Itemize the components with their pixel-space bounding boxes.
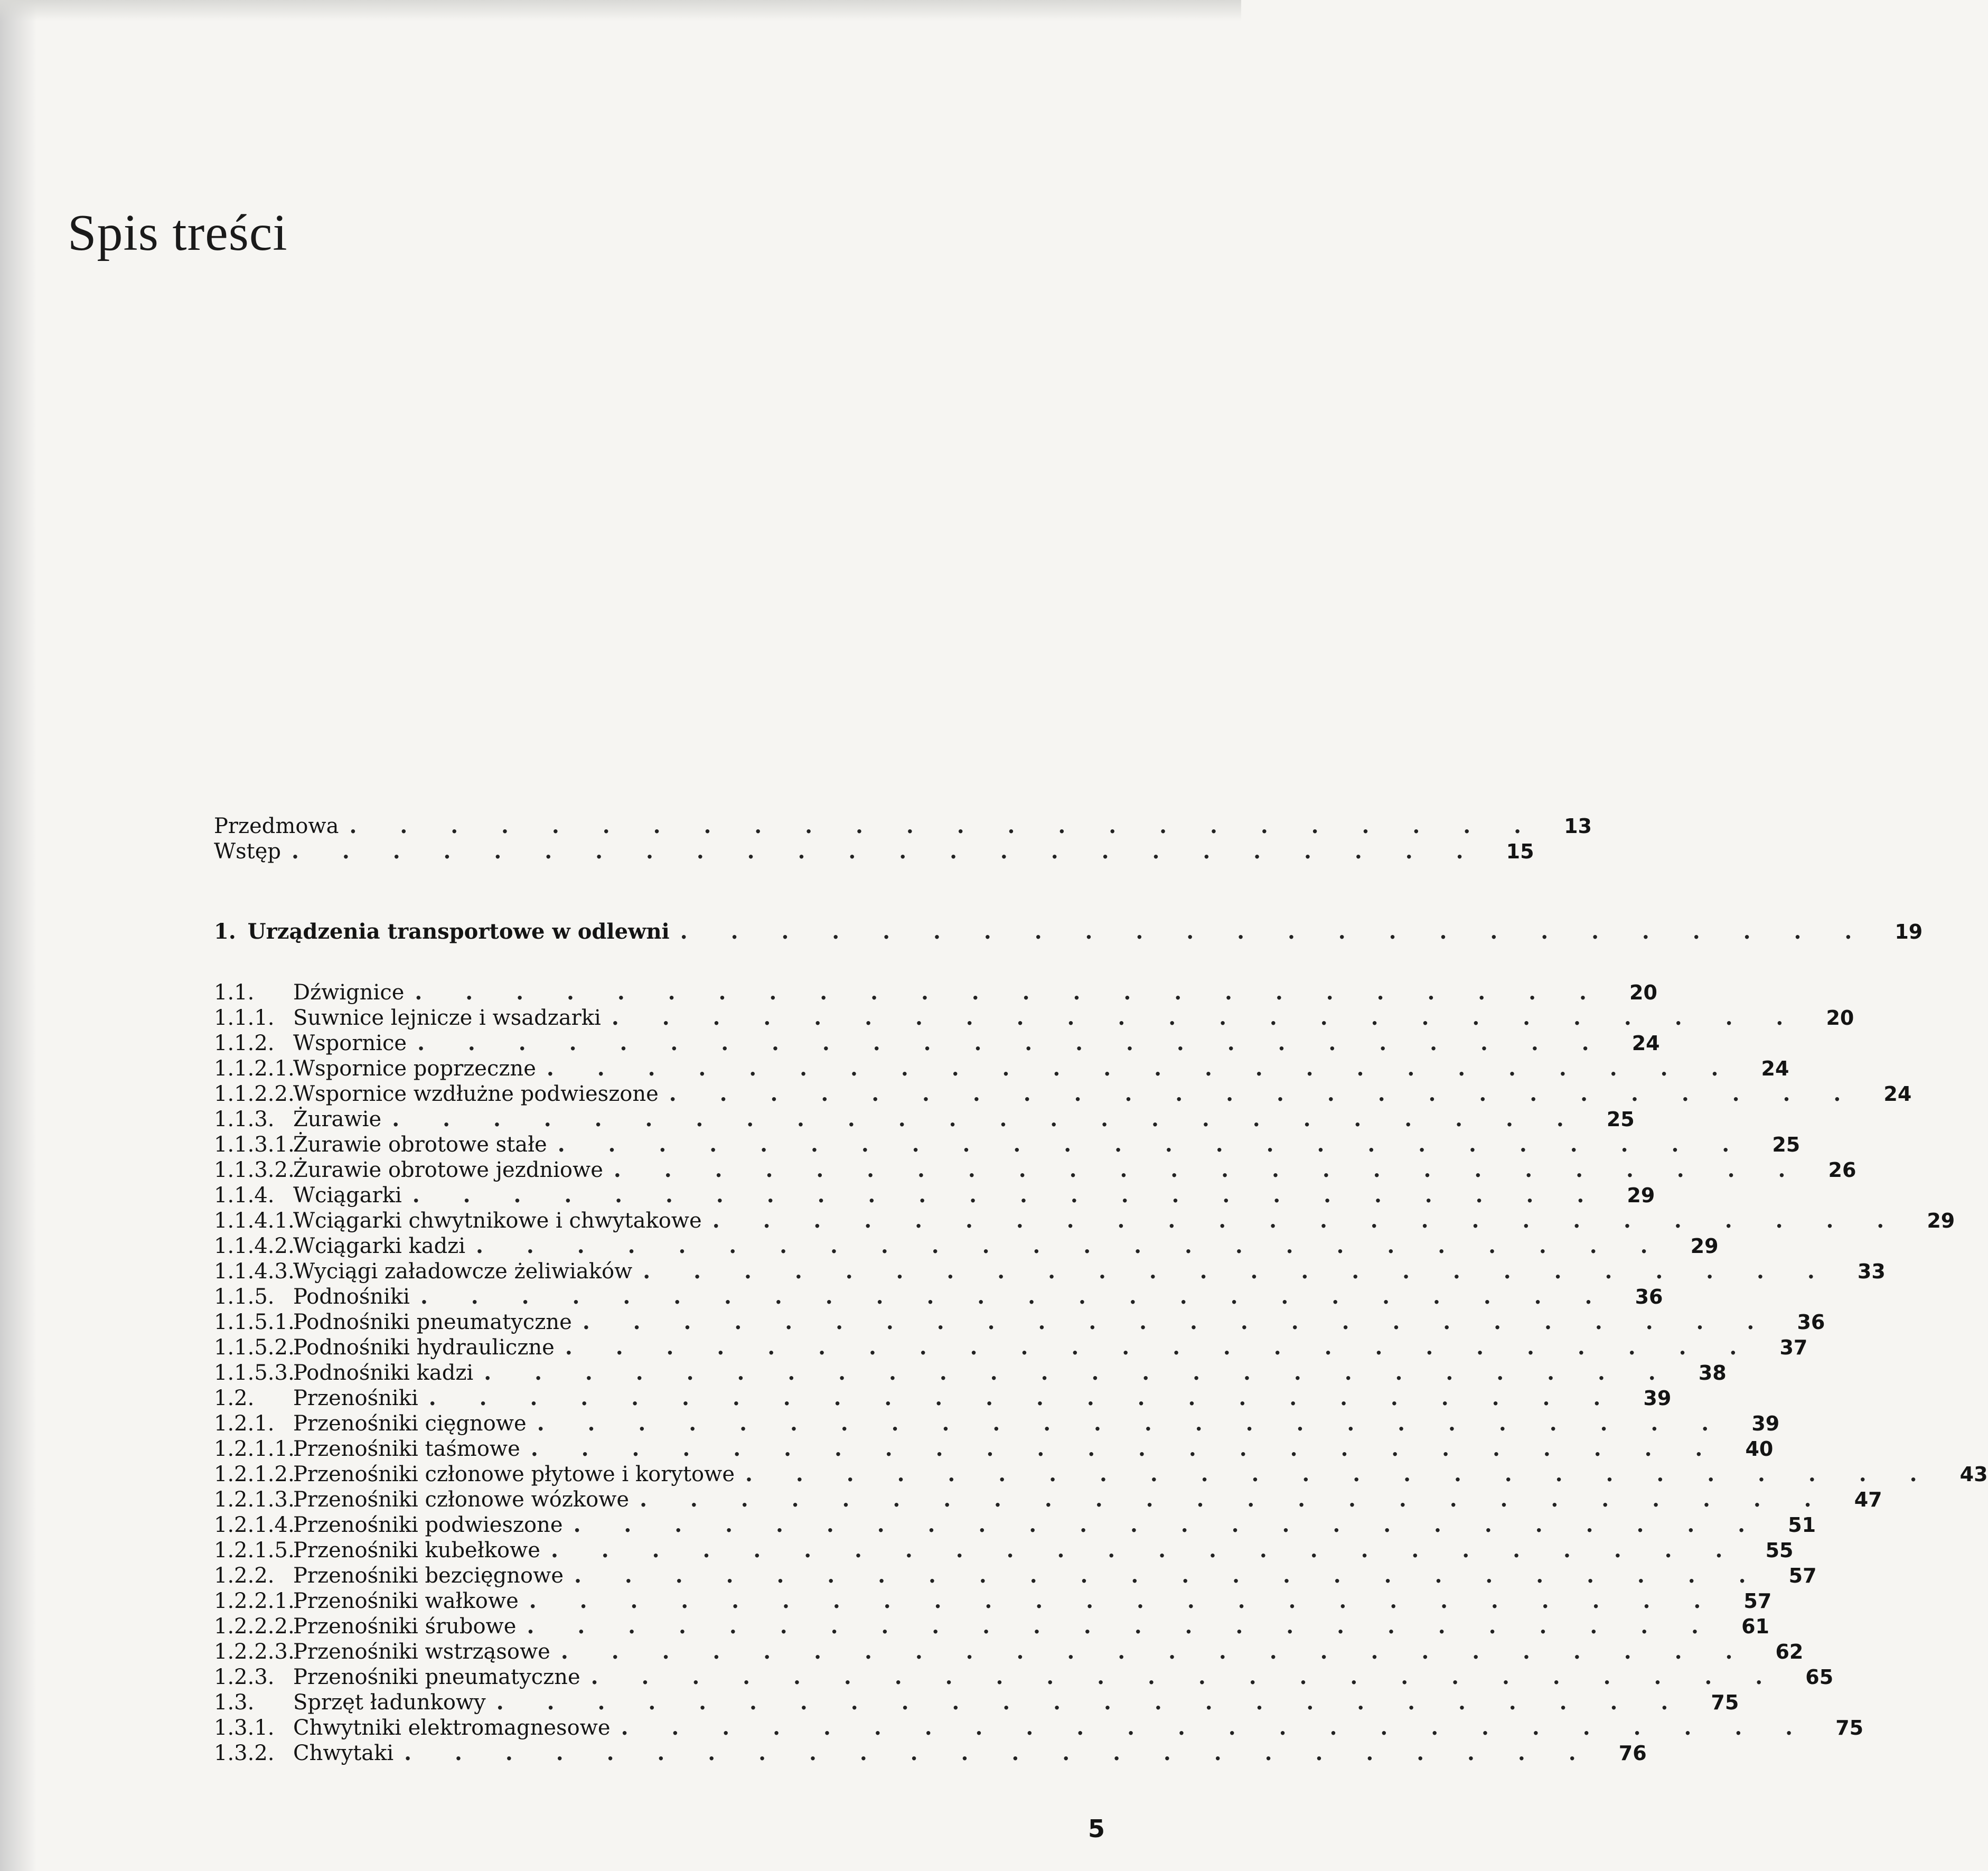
dot-leader: . . . . . . . . . . . . . . . . . . . . . . . . — [546, 1056, 1737, 1081]
toc-entry-title: Przenośniki członowe płytowe i korytowe — [293, 1462, 735, 1486]
toc-entry-page: 62 — [1775, 1640, 1804, 1663]
toc-entry-number: 1.1.2. — [214, 1031, 275, 1055]
dot-leader: . . . . . . . . . . . . . . . . . . . . . . . . — [613, 1157, 1804, 1182]
toc-entry-number: 1.1.4.1. — [214, 1209, 295, 1233]
dot-leader: . . . . . . . . . . . . . . . . . . . . . . . . — [560, 1639, 1751, 1664]
toc-entry[interactable] — [214, 1538, 1794, 1563]
toc-entry[interactable] — [214, 1664, 1834, 1690]
dot-leader: . . . . . . . . . . . . . . . . . . . . . . . . — [476, 1233, 1666, 1258]
dot-leader: . . . . . . . . . . . . . . . . . . . . . . . . — [292, 839, 1481, 864]
toc-entry-title: Przenośniki taśmowe — [293, 1437, 520, 1461]
dot-leader: . . . . . . . . . . . . . . . . . . . . . . . . — [417, 1031, 1607, 1055]
toc-entry-page: 75 — [1835, 1716, 1864, 1739]
toc-entry-title: Dźwignice — [293, 980, 405, 1005]
toc-entry-number: 1.2.1. — [214, 1411, 275, 1436]
dot-leader: . . . . . . . . . . . . . . . . . . . . . . . . — [565, 1335, 1755, 1360]
toc-entry[interactable] — [214, 1157, 1856, 1183]
toc-entry-number: 1.3.1. — [214, 1716, 275, 1740]
toc-entry-page: 20 — [1826, 1006, 1854, 1030]
toc-entry-number: 1.1.4.3. — [214, 1259, 295, 1284]
toc-entry-title: Przenośniki wałkowe — [293, 1589, 519, 1613]
toc-entry[interactable] — [214, 1436, 1774, 1462]
toc-entry[interactable] — [214, 1386, 1672, 1411]
toc-entry-page: 36 — [1797, 1311, 1825, 1334]
dot-leader: . . . . . . . . . . . . . . . . . . . . . . . . — [496, 1690, 1686, 1715]
toc-entry[interactable] — [214, 1614, 1769, 1639]
dot-leader: . . . . . . . . . . . . . . . . . . . . . . . . — [573, 1512, 1764, 1537]
dot-leader: . . . . . . . . . . . . . . . . . . . . . . . . — [680, 919, 1870, 944]
toc-entry-number: 1.2.1.2. — [214, 1462, 295, 1486]
toc-entry-page: 33 — [1857, 1260, 1886, 1283]
toc-entry-page: 26 — [1828, 1158, 1856, 1182]
toc-entry-title: Przenośniki kubełkowe — [293, 1538, 540, 1563]
toc-entry-page: 25 — [1772, 1133, 1801, 1156]
toc-entry-title: Wspornice — [293, 1031, 407, 1055]
toc-entry-title: Wyciągi załadowcze żeliwiaków — [293, 1259, 633, 1284]
toc-entry-number: 1.2.1.3. — [214, 1488, 295, 1512]
toc-entry-title: Żurawie obrotowe jezdniowe — [293, 1158, 603, 1182]
dot-leader: . . . . . . . . . . . . . . . . . . . . . . . . — [412, 1183, 1602, 1208]
dot-leader: . . . . . . . . . . . . . . . . . . . . . . . . — [590, 1664, 1781, 1689]
toc-entry[interactable] — [214, 1107, 1635, 1132]
toc-entry-title: Przenośniki — [293, 1386, 418, 1410]
toc-entry-title: Żurawie obrotowe stałe — [293, 1133, 547, 1157]
toc-entry-page: 37 — [1779, 1336, 1808, 1359]
toc-entry[interactable] — [214, 1056, 1789, 1081]
toc-entry-page: 36 — [1635, 1285, 1663, 1308]
toc-entry[interactable] — [214, 1233, 1719, 1259]
dot-leader: . . . . . . . . . . . . . . . . . . . . . . . . — [392, 1107, 1582, 1131]
dot-leader: . . . . . . . . . . . . . . . . . . . . . . . . — [484, 1360, 1674, 1385]
toc-entry[interactable] — [214, 1639, 1804, 1664]
toc-entry-title: Przenośniki członowe wózkowe — [293, 1488, 630, 1512]
toc-entry-page: 24 — [1883, 1082, 1912, 1106]
dot-leader: . . . . . . . . . . . . . . . . . . . . . . . . — [611, 1005, 1802, 1030]
toc-entry-number: 1.1.3. — [214, 1107, 275, 1131]
toc-entry[interactable] — [214, 1183, 1655, 1208]
toc-entry-number: 1.1.4.2. — [214, 1234, 295, 1258]
dot-leader: . . . . . . . . . . . . . . . . . . . . . . . . — [643, 1259, 1833, 1284]
toc-entry-title: Chwytaki — [293, 1741, 394, 1765]
toc-entry-number: 1.2.1.4. — [214, 1513, 295, 1537]
toc-entry-page: 25 — [1606, 1108, 1635, 1131]
dot-leader: . . . . . . . . . . . . . . . . . . . . . . . . — [529, 1588, 1719, 1613]
toc-entry-title: Przenośniki podwieszone — [293, 1513, 563, 1537]
dot-leader: . . . . . . . . . . . . . . . . . . . . . . . . — [550, 1538, 1741, 1563]
toc-entry[interactable] — [214, 1005, 1854, 1031]
toc-entry-title: Wciągarki kadzi — [293, 1234, 466, 1258]
toc-entry-title: Przenośniki śrubowe — [293, 1614, 517, 1639]
scan-edge-shadow — [0, 0, 37, 1871]
toc-entry-page: 47 — [1854, 1488, 1882, 1511]
toc-entry-page: 55 — [1765, 1539, 1794, 1562]
dot-leader: . . . . . . . . . . . . . . . . . . . . . . . . — [557, 1132, 1748, 1157]
toc-entry[interactable] — [214, 1588, 1772, 1614]
toc-entry[interactable] — [214, 1132, 1801, 1157]
toc-entry-page: 29 — [1927, 1209, 1955, 1232]
toc-entry[interactable] — [214, 1741, 1647, 1766]
toc-entry-title: Suwnice lejnicze i wsadzarki — [293, 1006, 601, 1030]
toc-entry-title: Chwytniki elektromagnesowe — [293, 1716, 611, 1740]
toc-entry[interactable] — [214, 1284, 1663, 1309]
toc-entry-page: 38 — [1698, 1361, 1727, 1384]
dot-leader: . . . . . . . . . . . . . . . . . . . . . . . . — [527, 1614, 1717, 1639]
toc-entry[interactable] — [214, 839, 1534, 864]
toc-entry-number: 1.2. — [214, 1386, 255, 1410]
dot-leader: . . . . . . . . . . . . . . . . . . . . . . . . — [574, 1563, 1764, 1588]
toc-entry-title: Wstęp — [214, 839, 281, 864]
toc-entry-number: 1.2.2.1. — [214, 1589, 295, 1613]
dot-leader: . . . . . . . . . . . . . . . . . . . . . . . . — [582, 1309, 1773, 1334]
dot-leader: . . . . . . . . . . . . . . . . . . . . . . . . — [349, 813, 1539, 838]
toc-entry-page: 76 — [1618, 1742, 1647, 1765]
toc-entry-page: 57 — [1788, 1564, 1817, 1587]
page-title: Spis treści — [68, 204, 288, 261]
dot-leader: . . . . . . . . . . . . . . . . . . . . . . . . — [640, 1487, 1830, 1512]
toc-entry-page: 43 — [1959, 1463, 1988, 1486]
toc-entry-page: 75 — [1711, 1691, 1739, 1714]
toc-entry[interactable] — [214, 813, 1592, 839]
toc-entry-title: Wspornice wzdłużne podwieszone — [293, 1082, 659, 1106]
toc-entry-title: Przenośniki bezcięgnowe — [293, 1564, 564, 1588]
toc-entry[interactable] — [214, 1335, 1808, 1360]
toc-entry-title: Przenośniki pneumatyczne — [293, 1665, 580, 1689]
dot-leader: . . . . . . . . . . . . . . . . . . . . . . . . — [537, 1411, 1727, 1436]
toc-entry-number: 1.1.5.2. — [214, 1335, 295, 1360]
toc-entry[interactable] — [214, 980, 1657, 1005]
dot-leader: . . . . . . . . . . . . . . . . . . . . . . . . — [420, 1284, 1610, 1309]
toc-entry[interactable] — [214, 1512, 1816, 1538]
toc-entry-page: 29 — [1627, 1184, 1655, 1207]
toc-entry-page: 57 — [1743, 1589, 1772, 1613]
toc-entry-title: Podnośniki — [293, 1285, 410, 1309]
toc-entry[interactable] — [214, 1487, 1882, 1512]
toc-entry-page: 24 — [1761, 1057, 1789, 1080]
toc-chapter-number: 1. — [214, 919, 236, 944]
toc-entry-title: Przenośniki wstrząsowe — [293, 1640, 550, 1664]
toc-entry[interactable] — [214, 1563, 1817, 1588]
toc-chapter-title: Urządzenia transportowe w odlewni — [247, 919, 670, 944]
toc-chapter[interactable] — [214, 919, 1923, 944]
dot-leader: . . . . . . . . . . . . . . . . . . . . . . . . — [712, 1208, 1902, 1233]
dot-leader: . . . . . . . . . . . . . . . . . . . . . . . . — [428, 1386, 1619, 1410]
toc-entry-page: 20 — [1629, 981, 1657, 1004]
toc-entry-title: Wspornice poprzeczne — [293, 1056, 536, 1081]
dot-leader: . . . . . . . . . . . . . . . . . . . . . . . . — [745, 1462, 1935, 1486]
dot-leader: . . . . . . . . . . . . . . . . . . . . . . . . — [404, 1741, 1594, 1765]
toc-entry-page: 65 — [1805, 1666, 1834, 1689]
toc-entry-page: 39 — [1643, 1387, 1672, 1410]
toc-entry-number: 1.2.2.2. — [214, 1614, 295, 1639]
toc-entry-page: 51 — [1788, 1513, 1816, 1537]
toc-entry[interactable] — [214, 1360, 1727, 1386]
toc-entry-title: Podnośniki hydrauliczne — [293, 1335, 555, 1360]
toc-entry-page: 15 — [1506, 840, 1534, 863]
dot-leader: . . . . . . . . . . . . . . . . . . . . . . . . — [621, 1715, 1811, 1740]
toc-entry-number: 1.3.2. — [214, 1741, 275, 1765]
scan-top-shadow — [0, 0, 1241, 21]
toc-entry-title: Podnośniki pneumatyczne — [293, 1310, 572, 1334]
toc-entry-title: Żurawie — [293, 1107, 382, 1131]
toc-entry-number: 1.1.3.1. — [214, 1133, 295, 1157]
toc-entry-title: Sprzęt ładunkowy — [293, 1690, 486, 1715]
toc-entry-number: 1.1. — [214, 980, 255, 1005]
toc-entry-page: 19 — [1895, 920, 1923, 943]
toc-entry-title: Przenośniki cięgnowe — [293, 1411, 527, 1436]
dot-leader: . . . . . . . . . . . . . . . . . . . . . . . . — [415, 980, 1605, 1005]
toc-entry[interactable] — [214, 1259, 1886, 1284]
toc-entry[interactable] — [214, 1690, 1739, 1715]
toc-entry-title: Wciągarki — [293, 1183, 402, 1208]
toc-entry-number: 1.1.2.1. — [214, 1056, 295, 1081]
toc-entry-page: 39 — [1751, 1412, 1780, 1435]
toc-entry-number: 1.1.5.1. — [214, 1310, 295, 1334]
dot-leader: . . . . . . . . . . . . . . . . . . . . . . . . — [530, 1436, 1721, 1461]
toc-entry[interactable] — [214, 1031, 1660, 1056]
toc-entry[interactable] — [214, 1309, 1825, 1335]
toc-entry-page: 13 — [1564, 815, 1592, 838]
toc-entry-number: 1.2.2. — [214, 1564, 275, 1588]
toc-entry[interactable] — [214, 1411, 1780, 1436]
toc-entry-number: 1.1.1. — [214, 1006, 275, 1030]
toc-entry-page: 40 — [1745, 1437, 1774, 1461]
toc-entry-number: 1.1.5. — [214, 1285, 275, 1309]
page-number: 5 — [1088, 1814, 1105, 1843]
toc-entry-number: 1.1.4. — [214, 1183, 275, 1208]
toc-entry[interactable] — [214, 1208, 1955, 1233]
toc-entry-number: 1.2.1.1. — [214, 1437, 295, 1461]
toc-entry-title: Przedmowa — [214, 814, 339, 838]
toc-entry-title: Wciągarki chwytnikowe i chwytakowe — [293, 1209, 702, 1233]
toc-entry-page: 29 — [1690, 1234, 1719, 1258]
toc-entry[interactable] — [214, 1462, 1988, 1487]
toc-entry-number: 1.3. — [214, 1690, 255, 1715]
toc-entry-page: 61 — [1741, 1615, 1769, 1638]
toc-entry-title: Podnośniki kadzi — [293, 1361, 474, 1385]
toc-entry-number: 1.2.2.3. — [214, 1640, 295, 1664]
toc-entry-number: 1.1.2.2. — [214, 1082, 295, 1106]
toc-entry-number: 1.1.3.2. — [214, 1158, 295, 1182]
toc-entry-number: 1.1.5.3. — [214, 1361, 295, 1385]
toc-entry-page: 24 — [1631, 1032, 1660, 1055]
dot-leader: . . . . . . . . . . . . . . . . . . . . . . . . — [669, 1081, 1859, 1106]
toc-entry[interactable] — [214, 1715, 1864, 1741]
toc-entry-number: 1.2.3. — [214, 1665, 275, 1689]
toc-entry[interactable] — [214, 1081, 1912, 1107]
toc-entry-number: 1.2.1.5. — [214, 1538, 295, 1563]
